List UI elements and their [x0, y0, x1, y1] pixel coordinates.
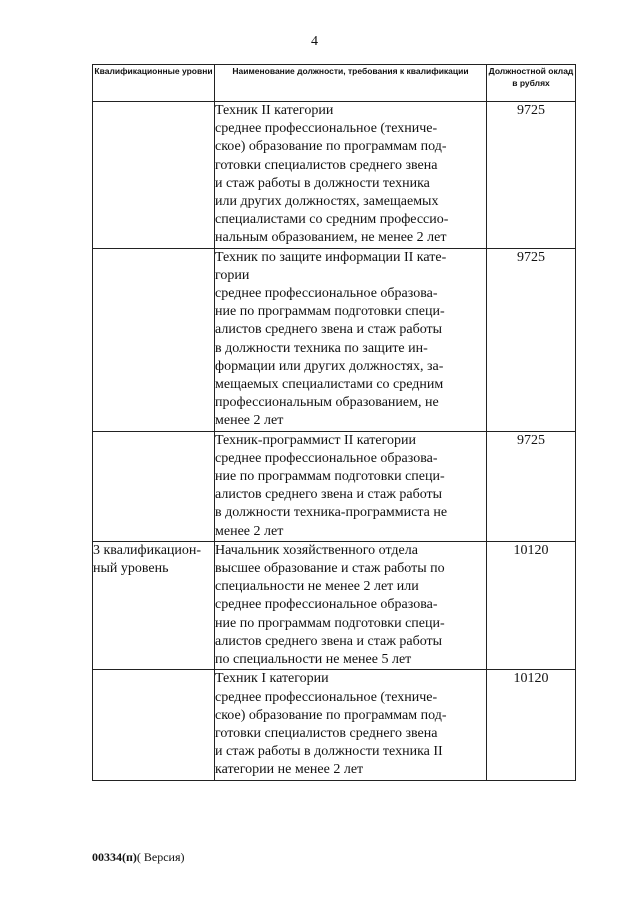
position-requirements-cell: [215, 670, 487, 780]
position-text-line: категории не менее 2 лет: [215, 762, 364, 778]
salary-cell: 9725: [487, 248, 576, 431]
position-text-line: среднее профессиональное (техниче-: [215, 689, 438, 705]
position-text-line: Техник II категории: [215, 103, 334, 118]
position-text-line: ское) образование по программам под-: [215, 139, 447, 155]
position-text-line: специальности не менее 2 лет или: [215, 579, 419, 595]
header-positions: Наименование должности, требования к квалификации: [215, 65, 487, 102]
position-text-line: или других должностях, замещаемых: [215, 194, 439, 210]
position-text-line: готовки специалистов среднего звена: [215, 157, 438, 173]
position-text-line: Техник I категории: [215, 671, 329, 687]
qualification-level-cell: [93, 431, 215, 541]
table-row: [93, 102, 576, 249]
position-text-line: нальным образованием, не менее 2 лет: [215, 230, 447, 246]
position-text-line: в должности техника-программиста не: [215, 505, 448, 521]
salary-cell: 10120: [487, 670, 576, 780]
position-text-line: среднее профессиональное (техниче-: [215, 121, 438, 137]
doc-version: ( Версия): [136, 850, 185, 864]
qualification-level-cell: 3 квалификацион- ный уровень: [93, 541, 215, 669]
qualification-level-cell: [93, 248, 215, 431]
table-row: [93, 248, 576, 431]
position-text-line: ние по программам подготовки специ-: [215, 304, 445, 320]
position-text-line: в должности техника по защите ин-: [215, 340, 428, 356]
position-text-line: готовки специалистов среднего звена: [215, 725, 438, 741]
position-text-line: гории: [215, 267, 250, 283]
position-text-line: алистов среднего звена и стаж работы: [215, 487, 443, 503]
salary-cell: 9725: [487, 102, 576, 249]
qualification-level-cell: [93, 102, 215, 249]
salary-cell: 10120: [487, 541, 576, 669]
salary-cell: 9725: [487, 431, 576, 541]
position-text-line: Начальник хозяйственного отдела: [215, 542, 418, 558]
header-levels: Квалификационные уровни: [93, 65, 215, 102]
page-number: 4: [311, 34, 318, 49]
position-text-line: профессиональным образованием, не: [215, 395, 439, 411]
position-text-line: алистов среднего звена и стаж работы: [215, 322, 443, 338]
position-text-line: формации или других должностях, за-: [215, 358, 444, 374]
position-text-line: по специальности не менее 5 лет: [215, 652, 412, 668]
table-row: [93, 431, 576, 541]
position-text-line: ское) образование по программам под-: [215, 707, 447, 723]
position-text-line: Техник по защите информации II кате-: [215, 249, 447, 265]
position-requirements-cell: [215, 431, 487, 541]
position-text-line: ние по программам подготовки специ-: [215, 615, 445, 631]
position-text-line: менее 2 лет: [215, 413, 284, 429]
position-text-line: алистов среднего звена и стаж работы: [215, 633, 443, 649]
position-text-line: среднее профессиональное образова-: [215, 450, 438, 466]
position-text-line: мещаемых специалистами со средним: [215, 377, 444, 393]
position-text-line: ние по программам подготовки специ-: [215, 469, 445, 485]
doc-code: 00334(п): [92, 850, 137, 864]
salary-table: [92, 64, 576, 781]
table-row: [93, 541, 576, 669]
position-text-line: и стаж работы в должности техника: [215, 175, 430, 191]
header-salary: Должностной оклад в рублях: [487, 65, 576, 102]
footer-doc-id: [92, 850, 185, 865]
table-row: [93, 670, 576, 780]
position-text-line: среднее профессиональное образова-: [215, 286, 438, 302]
position-text-line: менее 2 лет: [215, 523, 284, 539]
position-text-line: высшее образование и стаж работы по: [215, 561, 445, 577]
table-header-row: [93, 65, 576, 102]
position-requirements-cell: [215, 248, 487, 431]
position-text-line: среднее профессиональное образова-: [215, 597, 438, 613]
position-text-line: специалистами со средним профессио-: [215, 212, 449, 228]
position-requirements-cell: [215, 541, 487, 669]
position-requirements-cell: [215, 102, 487, 249]
position-text-line: и стаж работы в должности техника II: [215, 744, 443, 760]
position-text-line: Техник-программист II категории: [215, 432, 416, 448]
qualification-level-cell: [93, 670, 215, 780]
